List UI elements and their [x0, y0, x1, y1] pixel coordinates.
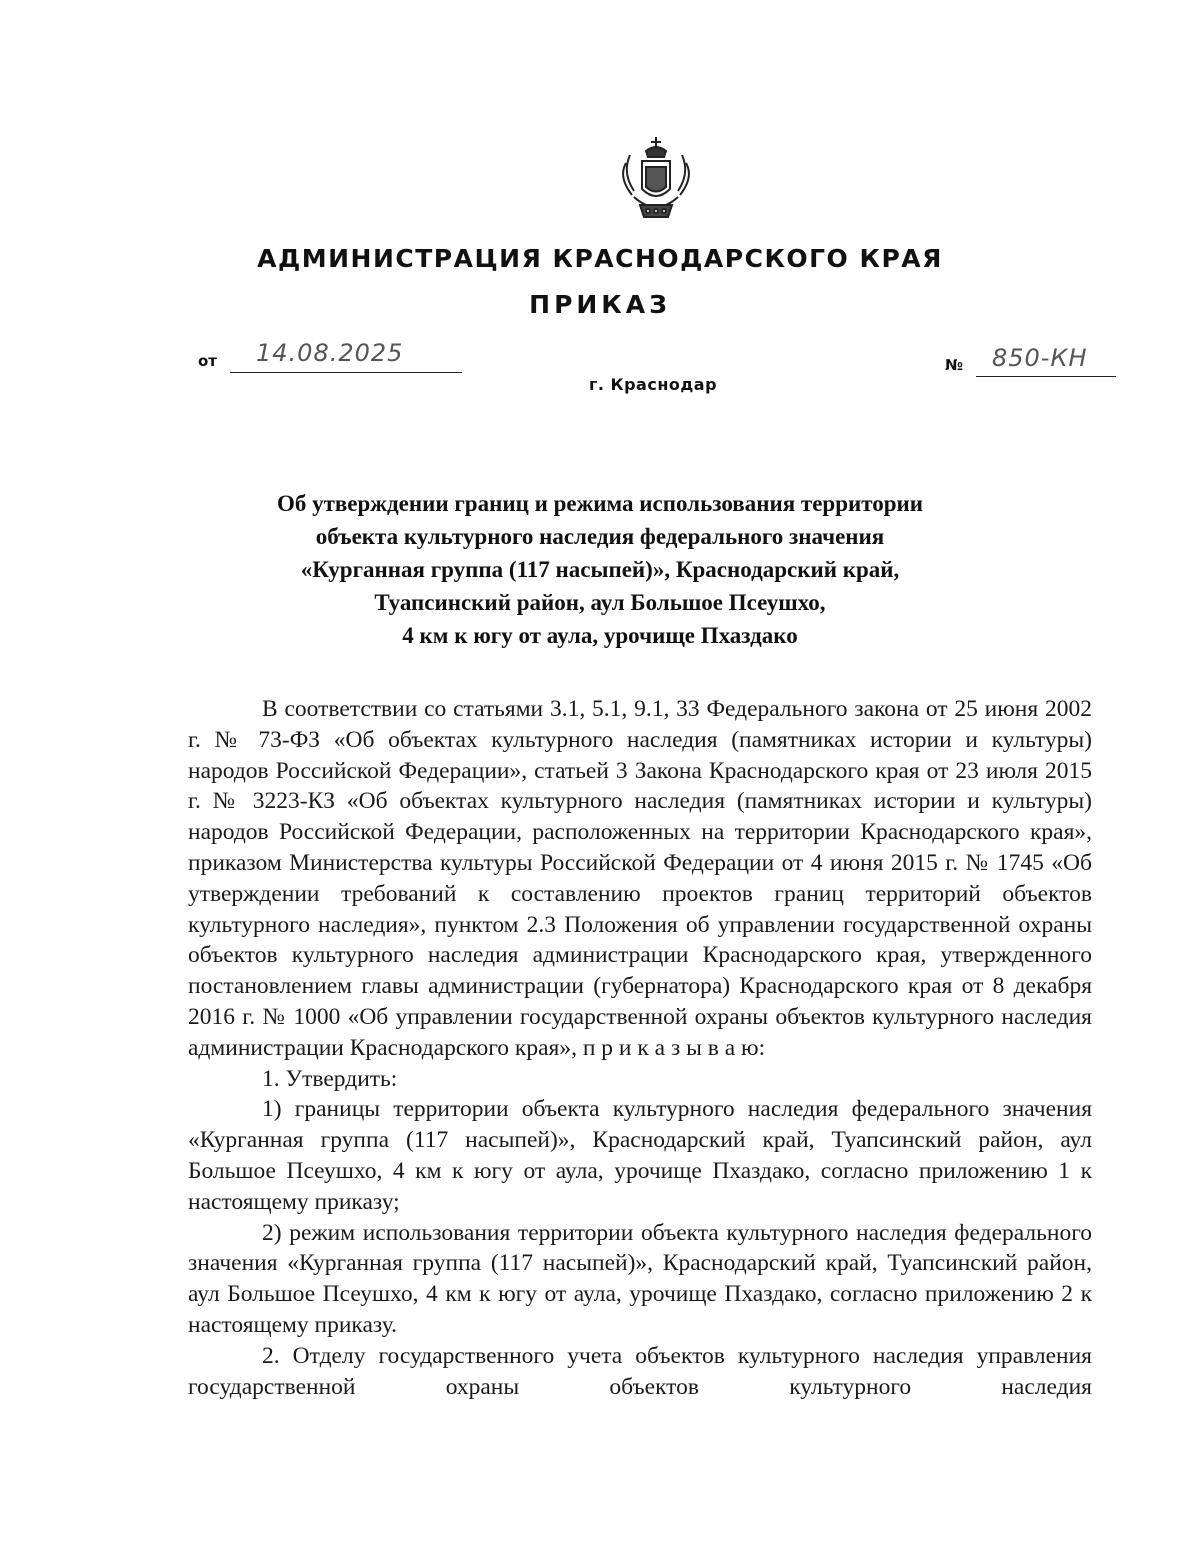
- city: г. Краснодар: [589, 375, 718, 394]
- coat-of-arms-emblem: [616, 133, 696, 225]
- document-title: [150, 487, 1050, 652]
- document-body: [188, 694, 1092, 1402]
- item-1-2: 2) режим использования территории объекта культурного наследия федерального значения «Курганная группа (117 насыпей)», Краснодарский край, Туапсинский район, аул Большое Псеушхо, 4 км к югу от аула, урочище Пхаздако, согласно приложению 2 к настоящему приказу.: [188, 1219, 1092, 1338]
- coat-of-arms-icon: [616, 133, 696, 225]
- date-handwritten: 14.08.2025: [256, 339, 404, 367]
- title-line: объекта культурного наследия федерального значения: [315, 524, 885, 549]
- preamble-text: В соответствии со статьями 3.1, 5.1, 9.1, 33 Федерального закона от 25 июня 2002 г. № 73-ФЗ «Об объектах культурного наследия (памятниках истории и культуры) народов Российской Федерации», статьей 3 Закона Краснодарского края от 23 июля 2015 г. № 3223-КЗ «Об объектах культурного наследия (памятниках истории и культуры) народов Российской Федерации, расположенных на территории Краснодарского края», приказом Министерства культуры Российской Федерации от 4 июня 2015 г. № 1745 «Об утверждении требований к составлению проектов границ территорий объектов культурного наследия», пунктом 2.3 Положения об управлении государственной охраны объектов культурного наследия администрации Краснодарского края, утвержденного постановлением главы администрации (губернатора) Краснодарского края от 8 декабря 2016 г. № 1000 «Об управлении государственной охраны объектов культурного наследия администрации Краснодарского края»,: [188, 696, 1092, 1061]
- item-2: 2. Отделу государственного учета объектов культурного наследия управления государственной охраны объектов культурного наследия: [188, 1342, 1092, 1400]
- item-1-1: 1) границы территории объекта культурного наследия федерального значения «Курганная группа (117 насыпей)», Краснодарский край, Туапсинский район, аул Большое Псеушхо, 4 км к югу от аула, урочище Пхаздако, согласно приложению 1 к настоящему приказу;: [188, 1096, 1092, 1215]
- number-prefix: №: [945, 356, 964, 374]
- date-underline: [230, 372, 462, 373]
- date-prefix: от: [198, 352, 217, 370]
- order-word: п р и к а з ы в а ю:: [582, 1034, 766, 1061]
- title-line: «Курганная группа (117 насыпей)», Краснодарский край,: [300, 557, 900, 582]
- title-line: 4 км к югу от аула, урочище Пхаздако: [402, 623, 798, 648]
- title-line: Туапсинский район, аул Большое Псеушхо,: [374, 590, 826, 615]
- organization-name: АДМИНИСТРАЦИЯ КРАСНОДАРСКОГО КРАЯ: [257, 244, 943, 273]
- title-line: Об утверждении границ и режима использования территории: [276, 491, 924, 516]
- number-underline: [976, 376, 1116, 377]
- document-type: ПРИКАЗ: [529, 290, 671, 319]
- preamble-paragraph: [188, 694, 1092, 1064]
- number-handwritten: 850-КН: [992, 344, 1088, 372]
- item-1: 1. Утвердить:: [262, 1065, 398, 1092]
